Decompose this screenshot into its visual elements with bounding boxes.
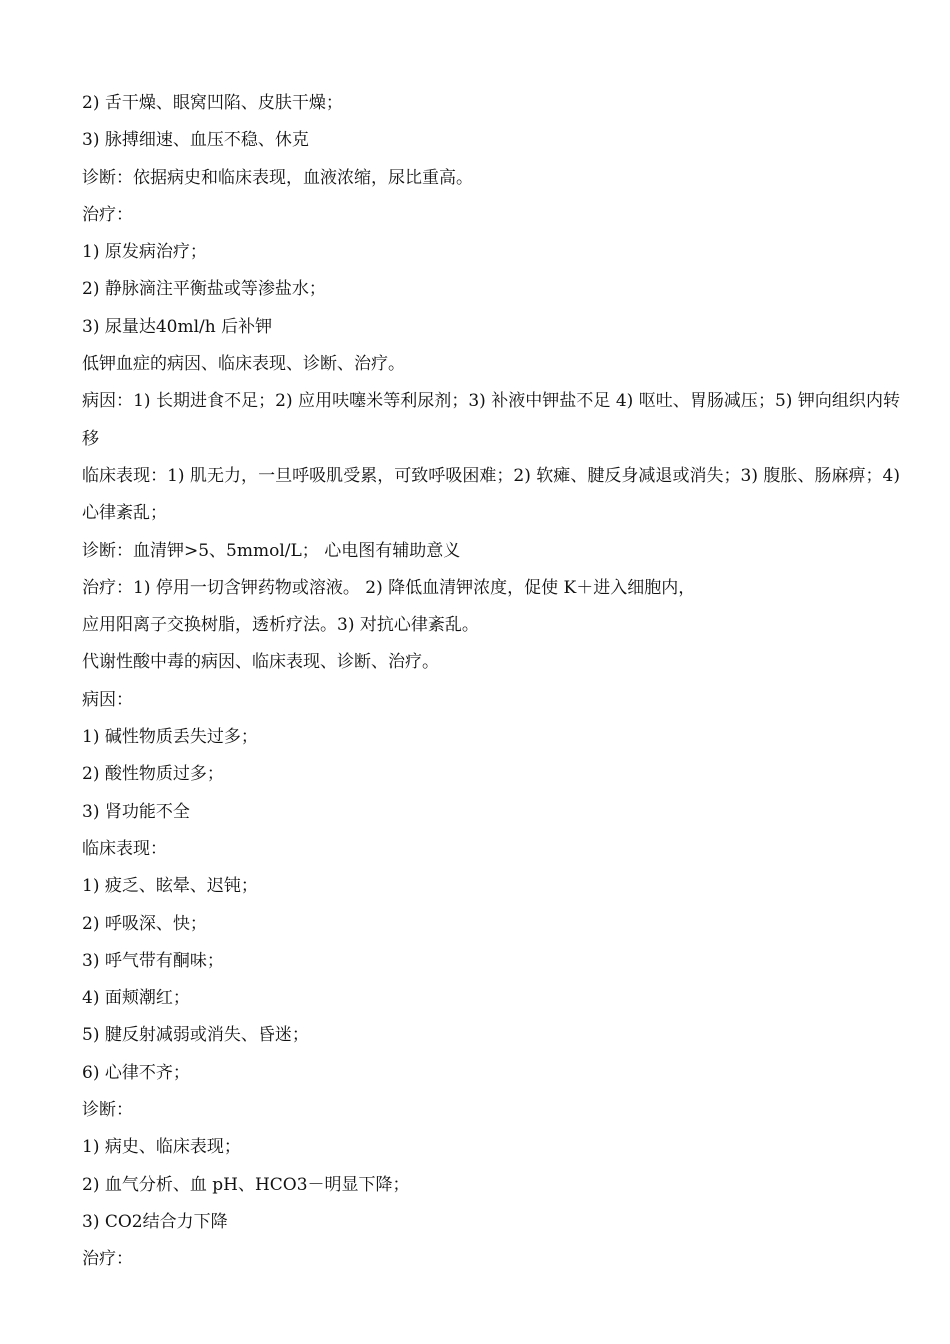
text-line: 3) CO2结合力下降 [82,1211,228,1232]
text-line: 1) 病史、临床表现； [82,1137,241,1158]
section-heading: 治疗： [82,204,133,225]
text-line: 3) 尿量达40ml/h 后补钾 [82,316,273,337]
text-line: 2) 静脉滴注平衡盐或等渗盐水； [82,279,326,300]
paragraph-etiology: 病因：1) 长期进食不足；2) 应用呋噻米等利尿剂；3) 补液中钾盐不足 4) 呕吐、胃肠减压；5) 钾向组织内转移 [82,391,900,449]
section-title: 低钾血症的病因、临床表现、诊断、治疗。 [82,354,405,375]
section-heading: 临床表现： [82,838,167,859]
text-line: 2) 呼吸深、快； [82,913,207,934]
text-line: 1) 碱性物质丢失过多； [82,727,258,748]
text-line: 1) 疲乏、眩晕、迟钝； [82,876,258,897]
section-heading: 病因： [82,689,133,710]
text-line: 3) 脉搏细速、血压不稳、休克 [82,130,309,151]
text-line: 2) 酸性物质过多； [82,764,224,785]
text-line: 1) 原发病治疗； [82,242,207,263]
section-heading: 治疗： [82,1249,133,1270]
text-line: 3) 呼气带有酮味； [82,950,224,971]
paragraph-clinical: 临床表现：1) 肌无力，一旦呼吸肌受累，可致呼吸困难；2) 软瘫、腱反身减退或消失；3) 腹胀、肠麻痹；4) 心律紊乱； [82,465,900,524]
text-line: 2) 血气分析、血 pH、HCO3－明显下降； [82,1174,410,1195]
section-title: 代谢性酸中毒的病因、临床表现、诊断、治疗。 [82,652,439,673]
text-line: 2) 舌干燥、眼窝凹陷、皮肤干燥； [82,93,343,113]
text-line: 6) 心律不齐； [82,1062,190,1083]
text-line: 5) 腱反射减弱或消失、昏迷； [82,1025,309,1046]
text-line: 诊断：依据病史和临床表现，血液浓缩，尿比重高。 [82,167,473,188]
text-line: 诊断：血清钾>5、5mmol/L； 心电图有辅助意义 [82,540,461,561]
section-heading: 诊断： [82,1100,133,1121]
text-line: 应用阳离子交换树脂，透析疗法。3) 对抗心律紊乱。 [82,615,479,636]
document-body [82,85,900,1279]
text-line: 治疗：1) 停用一切含钾药物或溶液。 2) 降低血清钾浓度，促使 K＋进入细胞内， [82,577,696,598]
text-line: 4) 面颊潮红； [82,988,190,1009]
text-line: 3) 肾功能不全 [82,801,190,822]
